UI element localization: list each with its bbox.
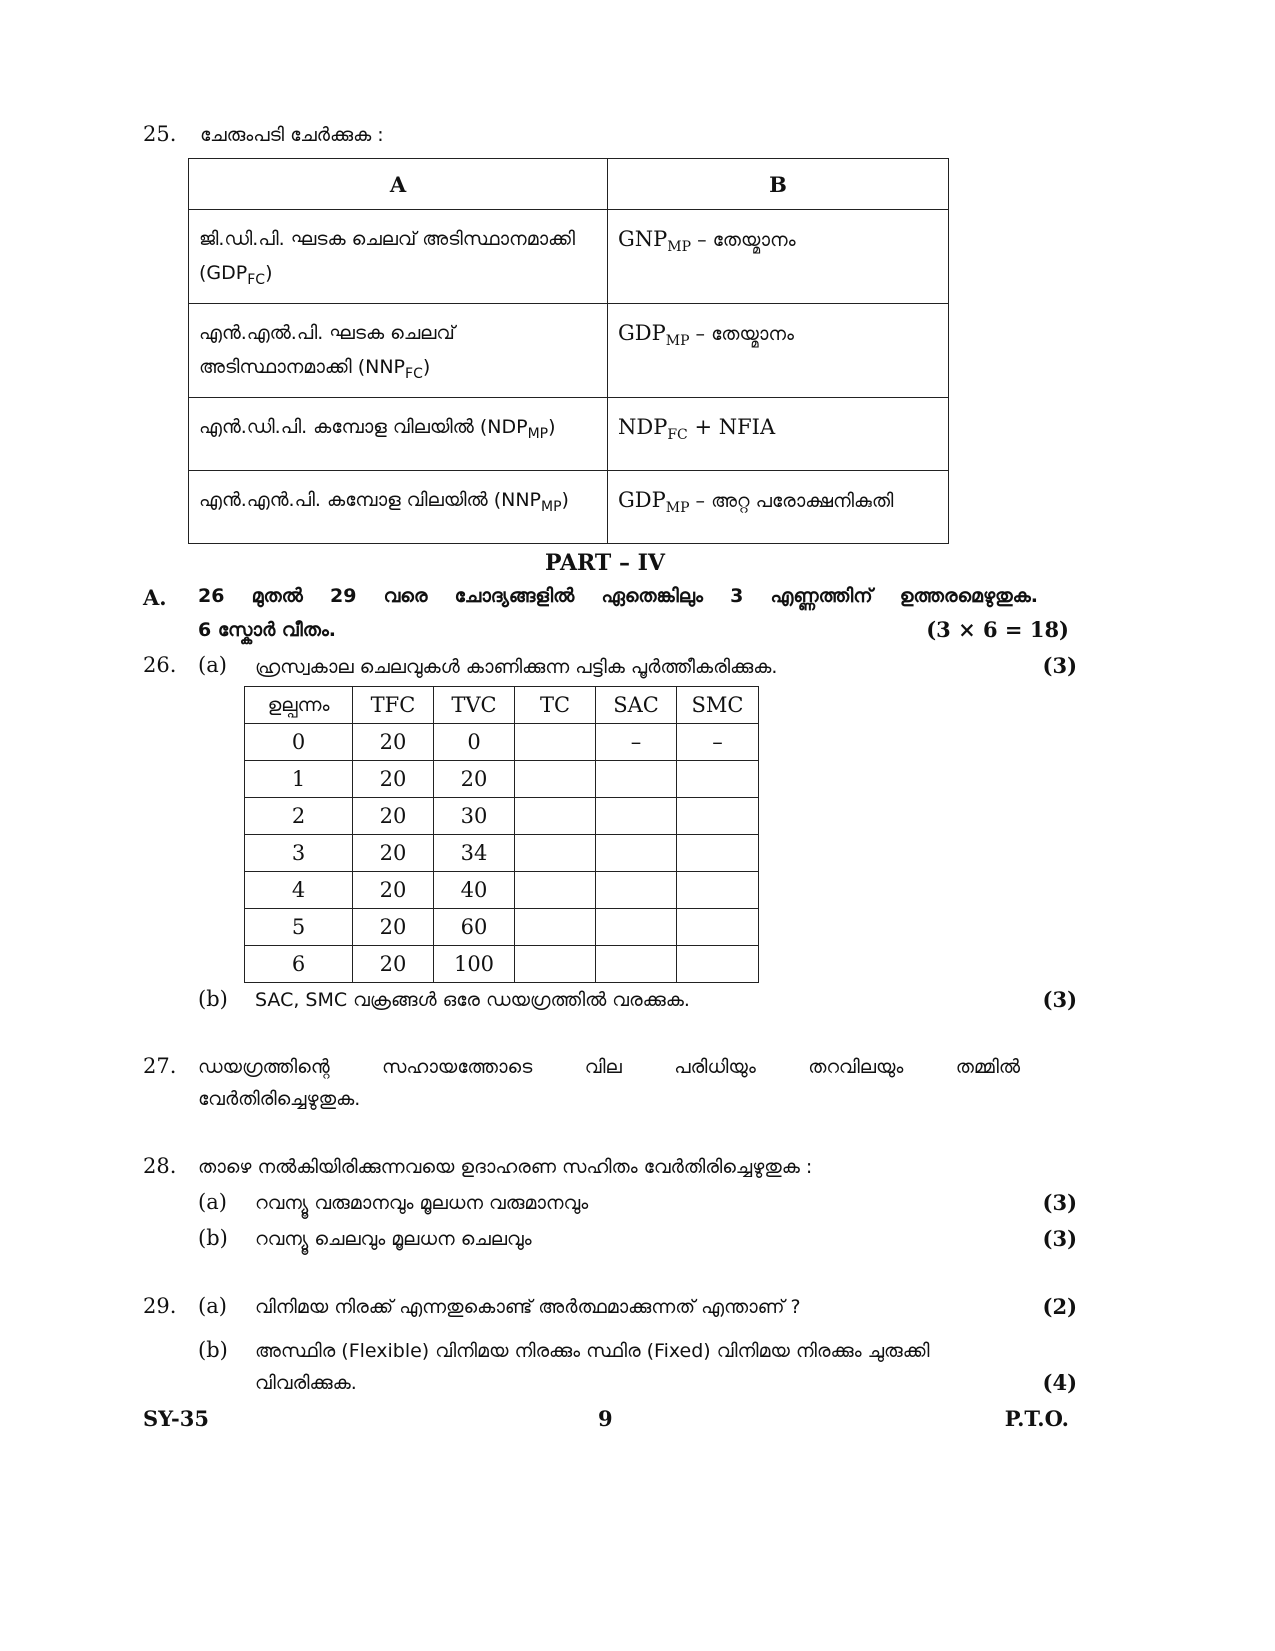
table-row [245,724,759,761]
q26-b-marks: (3) [1042,987,1077,1012]
subscript: FC [405,366,423,382]
cell-smc [677,872,759,909]
cell-text: GDP [618,488,666,512]
header-tc: TC [515,687,596,724]
q28-a-label: (a) [198,1190,227,1214]
q26-b-text: SAC, SMC വക്രങ്ങൾ ഒരേ ഡയഗ്രത്തിൽ വരക്കുക. [255,989,690,1011]
table-row [245,909,759,946]
header-output: ഉല്പന്നം [245,687,353,724]
cell-output: 2 [245,798,353,835]
q29-a-marks: (2) [1042,1294,1077,1319]
q25-instruction: ചേരുംപടി ചേർക്കുക : [200,124,384,146]
cell-tfc: 20 [353,724,434,761]
table-row [245,798,759,835]
cell-smc: – [677,724,759,761]
cell-text: ) [548,416,556,438]
cell-a [189,471,608,544]
part-label: A. [143,585,167,610]
q28-b-text: റവന്യൂ ചെലവും മൂലധന ചെലവും [255,1228,532,1250]
cell-output: 3 [245,835,353,872]
cell-sac: – [596,724,677,761]
cell-b [608,471,949,544]
q29-a-text: വിനിമയ നിരക്ക് എന്നതുകൊണ്ട് അർത്ഥമാക്കുന്നത് എന്താണ് ? [255,1296,801,1318]
cell-tc [515,724,596,761]
cell-text: NDP [618,415,668,439]
cell-a [189,210,608,304]
cell-output: 0 [245,724,353,761]
q28-b-marks: (3) [1042,1226,1077,1251]
cell-tvc: 30 [434,798,515,835]
cell-output: 1 [245,761,353,798]
column-a-header: A [189,159,608,210]
cell-tfc: 20 [353,798,434,835]
part-score: (3 × 6 = 18) [926,617,1069,642]
cell-tc [515,798,596,835]
q28-a-text: റവന്യൂ വരുമാനവും മൂലധന വരുമാനവും [255,1192,589,1214]
q27-line2: വേർതിരിച്ചെഴുതുക. [198,1088,361,1110]
footer-code: SY-35 [143,1406,209,1431]
cell-text: ) [561,489,569,511]
subscript: MP [667,239,692,255]
footer-pto: P.T.O. [1004,1406,1069,1431]
cell-smc [677,835,759,872]
subscript: MP [665,333,690,349]
part-instruction-line1: 26 മുതൽ 29 വരെ ചോദ്യങ്ങളിൽ ഏതെങ്കിലും 3 എണ്ണത്തിന് ഉത്തരമെഴുതുക. [198,585,1038,607]
cell-tfc: 20 [353,872,434,909]
cell-output: 4 [245,872,353,909]
cell-sac [596,872,677,909]
table-row [189,304,949,398]
cell-smc [677,946,759,983]
column-b-header: B [608,159,949,210]
q26-a-text: ഹ്രസ്വകാല ചെലവുകൾ കാണിക്കുന്ന പട്ടിക പൂർത്തീകരിക്കുക. [255,656,778,678]
match-table-header [189,159,949,210]
q29-number: 29. [143,1294,177,1318]
cell-tc [515,835,596,872]
cell-text: GDP [618,321,666,345]
q26-a-marks: (3) [1042,653,1077,678]
cell-a [189,398,608,471]
table-row [245,761,759,798]
cell-text: എൻ.എൽ.പി. ഘടക ചെലവ് അടിസ്ഥാനമാക്കി (NNP [199,322,455,378]
cell-b [608,304,949,398]
cell-tvc: 20 [434,761,515,798]
cell-a [189,304,608,398]
q29-b-line1: അസ്ഥിര (Flexible) വിനിമയ നിരക്കും സ്ഥിര (Fixed) വിനിമയ നിരക്കും ചുരുക്കി [255,1340,930,1362]
q29-a-label: (a) [198,1294,227,1318]
subscript: FC [247,272,266,288]
table-row [189,398,949,471]
header-tvc: TVC [434,687,515,724]
cost-table-header [245,687,759,724]
table-row [189,210,949,304]
cell-sac [596,835,677,872]
q29-b-marks: (4) [1042,1370,1077,1395]
cell-sac [596,909,677,946]
q27-line1: ഡയഗ്രത്തിന്റെ സഹായത്തോടെ വില പരിധിയും തറവിലയും തമ്മിൽ [198,1056,1020,1078]
cell-sac [596,946,677,983]
cell-sac [596,761,677,798]
cell-tc [515,872,596,909]
cell-tfc: 20 [353,761,434,798]
q28-a-marks: (3) [1042,1190,1077,1215]
q26-a-label: (a) [198,653,227,677]
cell-text: എൻ.എൻ.പി. കമ്പോള വിലയിൽ (NNP [199,489,542,511]
header-smc: SMC [677,687,759,724]
table-row [189,471,949,544]
subscript: MP [527,426,549,442]
cell-tvc: 0 [434,724,515,761]
cell-tvc: 34 [434,835,515,872]
cell-tfc: 20 [353,909,434,946]
q26-b-label: (b) [198,987,228,1011]
part-title: PART – IV [545,550,665,576]
cell-text: GNP [618,227,668,251]
footer-page: 9 [598,1406,613,1431]
cell-text: ജി.ഡി.പി. ഘടക ചെലവ് അടിസ്ഥാനമാക്കി (GDP [199,228,575,284]
table-row [245,872,759,909]
cell-tc [515,946,596,983]
cell-tfc: 20 [353,946,434,983]
cell-tvc: 60 [434,909,515,946]
cell-smc [677,798,759,835]
cell-text: – തേയ്മാനം [689,323,795,345]
cell-text: + NFIA [687,415,776,439]
cost-table [244,686,759,983]
match-table [188,158,949,544]
cell-b [608,398,949,471]
cell-tc [515,761,596,798]
q29-b-line2: വിവരിക്കുക. [255,1372,357,1394]
cell-text: ) [265,262,273,284]
cell-b [608,210,949,304]
part-instruction-line2: 6 സ്കോർ വീതം. [198,619,336,641]
cell-smc [677,761,759,798]
q26-number: 26. [143,653,177,677]
cell-tfc: 20 [353,835,434,872]
cell-text: എൻ.ഡി.പി. കമ്പോള വിലയിൽ (NDP [199,416,528,438]
table-row [245,835,759,872]
header-sac: SAC [596,687,677,724]
q28-number: 28. [143,1154,177,1178]
cell-output: 5 [245,909,353,946]
cell-text: – തേയ്മാനം [691,229,796,251]
cell-text: ) [422,356,431,378]
q27-number: 27. [143,1054,177,1078]
q25-number: 25. [143,122,177,146]
cell-output: 6 [245,946,353,983]
subscript: FC [667,427,688,443]
subscript: MP [665,500,690,516]
q29-b-label: (b) [198,1338,228,1362]
header-tfc: TFC [353,687,434,724]
cell-smc [677,909,759,946]
subscript: MP [541,499,562,515]
q28-b-label: (b) [198,1226,228,1250]
q28-text: താഴെ നൽകിയിരിക്കുന്നവയെ ഉദാഹരണ സഹിതം വേർതിരിച്ചെഴുതുക : [198,1156,813,1178]
cell-tvc: 100 [434,946,515,983]
cell-tvc: 40 [434,872,515,909]
cell-sac [596,798,677,835]
cell-tc [515,909,596,946]
table-row [245,946,759,983]
cell-text: – അറ്റ പരോക്ഷനികുതി [689,490,894,512]
